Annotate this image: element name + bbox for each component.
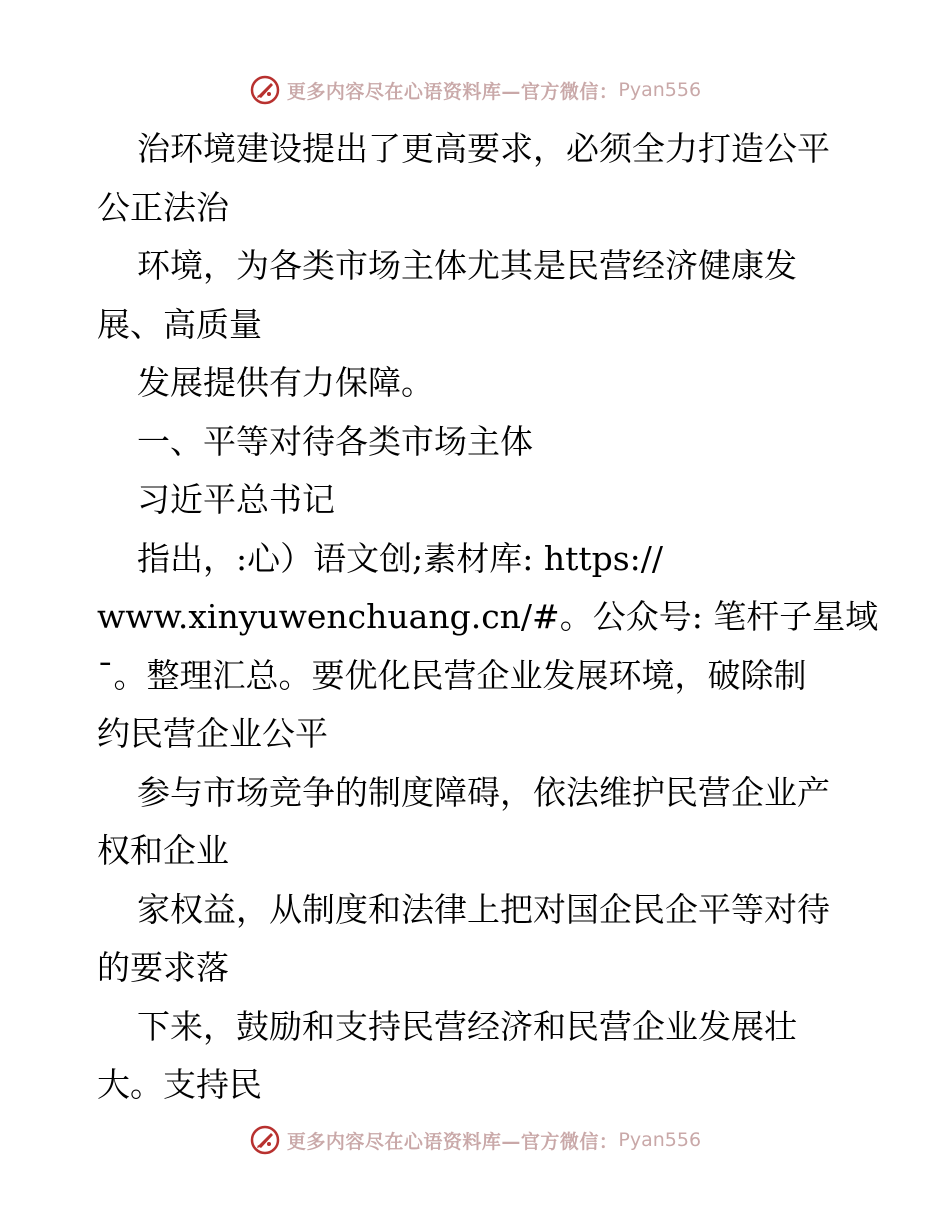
document-body bbox=[97, 120, 879, 1115]
footer-banner-id: Pyan556 bbox=[618, 1129, 702, 1151]
text-line: 指出，:心）语文创;素材库: https:// bbox=[137, 538, 664, 578]
text-line: 参与市场竞争的制度障碍，依法维护民营企业产 bbox=[137, 772, 830, 812]
text-line: 展、高质量 bbox=[97, 304, 262, 344]
text-line: 约民营企业公平 bbox=[97, 714, 328, 753]
quill-logo-icon bbox=[249, 74, 281, 106]
text-line: 公正法治 bbox=[97, 187, 229, 227]
quill-logo-icon bbox=[249, 1124, 281, 1156]
header-banner bbox=[0, 70, 950, 110]
text-line: 发展提供有力保障。 bbox=[137, 363, 434, 402]
text-line: 环境，为各类市场主体尤其是民营经济健康发 bbox=[137, 246, 797, 285]
text-line: www.xinyuwenchuang.cn/#。公众号: 笔杆子星域 bbox=[97, 597, 879, 636]
text-line: 一、平等对待各类市场主体 bbox=[137, 421, 533, 461]
footer-banner-text: 更多内容尽在心语资料库—官方微信： bbox=[286, 1130, 619, 1153]
text-line: 家权益，从制度和法律上把对国企民企平等对待 bbox=[137, 889, 830, 929]
header-banner-id: Pyan556 bbox=[618, 79, 702, 101]
text-line: 下来，鼓励和支持民营经济和民营企业发展壮 bbox=[137, 1006, 797, 1046]
text-line: 权和企业 bbox=[97, 831, 229, 870]
text-line: 治环境建设提出了更高要求，必须全力打造公平 bbox=[137, 129, 830, 168]
footer-banner bbox=[0, 1120, 950, 1160]
text-line: ¯。整理汇总。要优化民营企业发展环境，破除制 bbox=[97, 655, 807, 695]
header-banner-text: 更多内容尽在心语资料库—官方微信： bbox=[286, 80, 619, 103]
text-line: 大。支持民 bbox=[97, 1065, 262, 1104]
text-line: 习近平总书记 bbox=[137, 480, 335, 519]
text-line: 的要求落 bbox=[97, 948, 229, 987]
